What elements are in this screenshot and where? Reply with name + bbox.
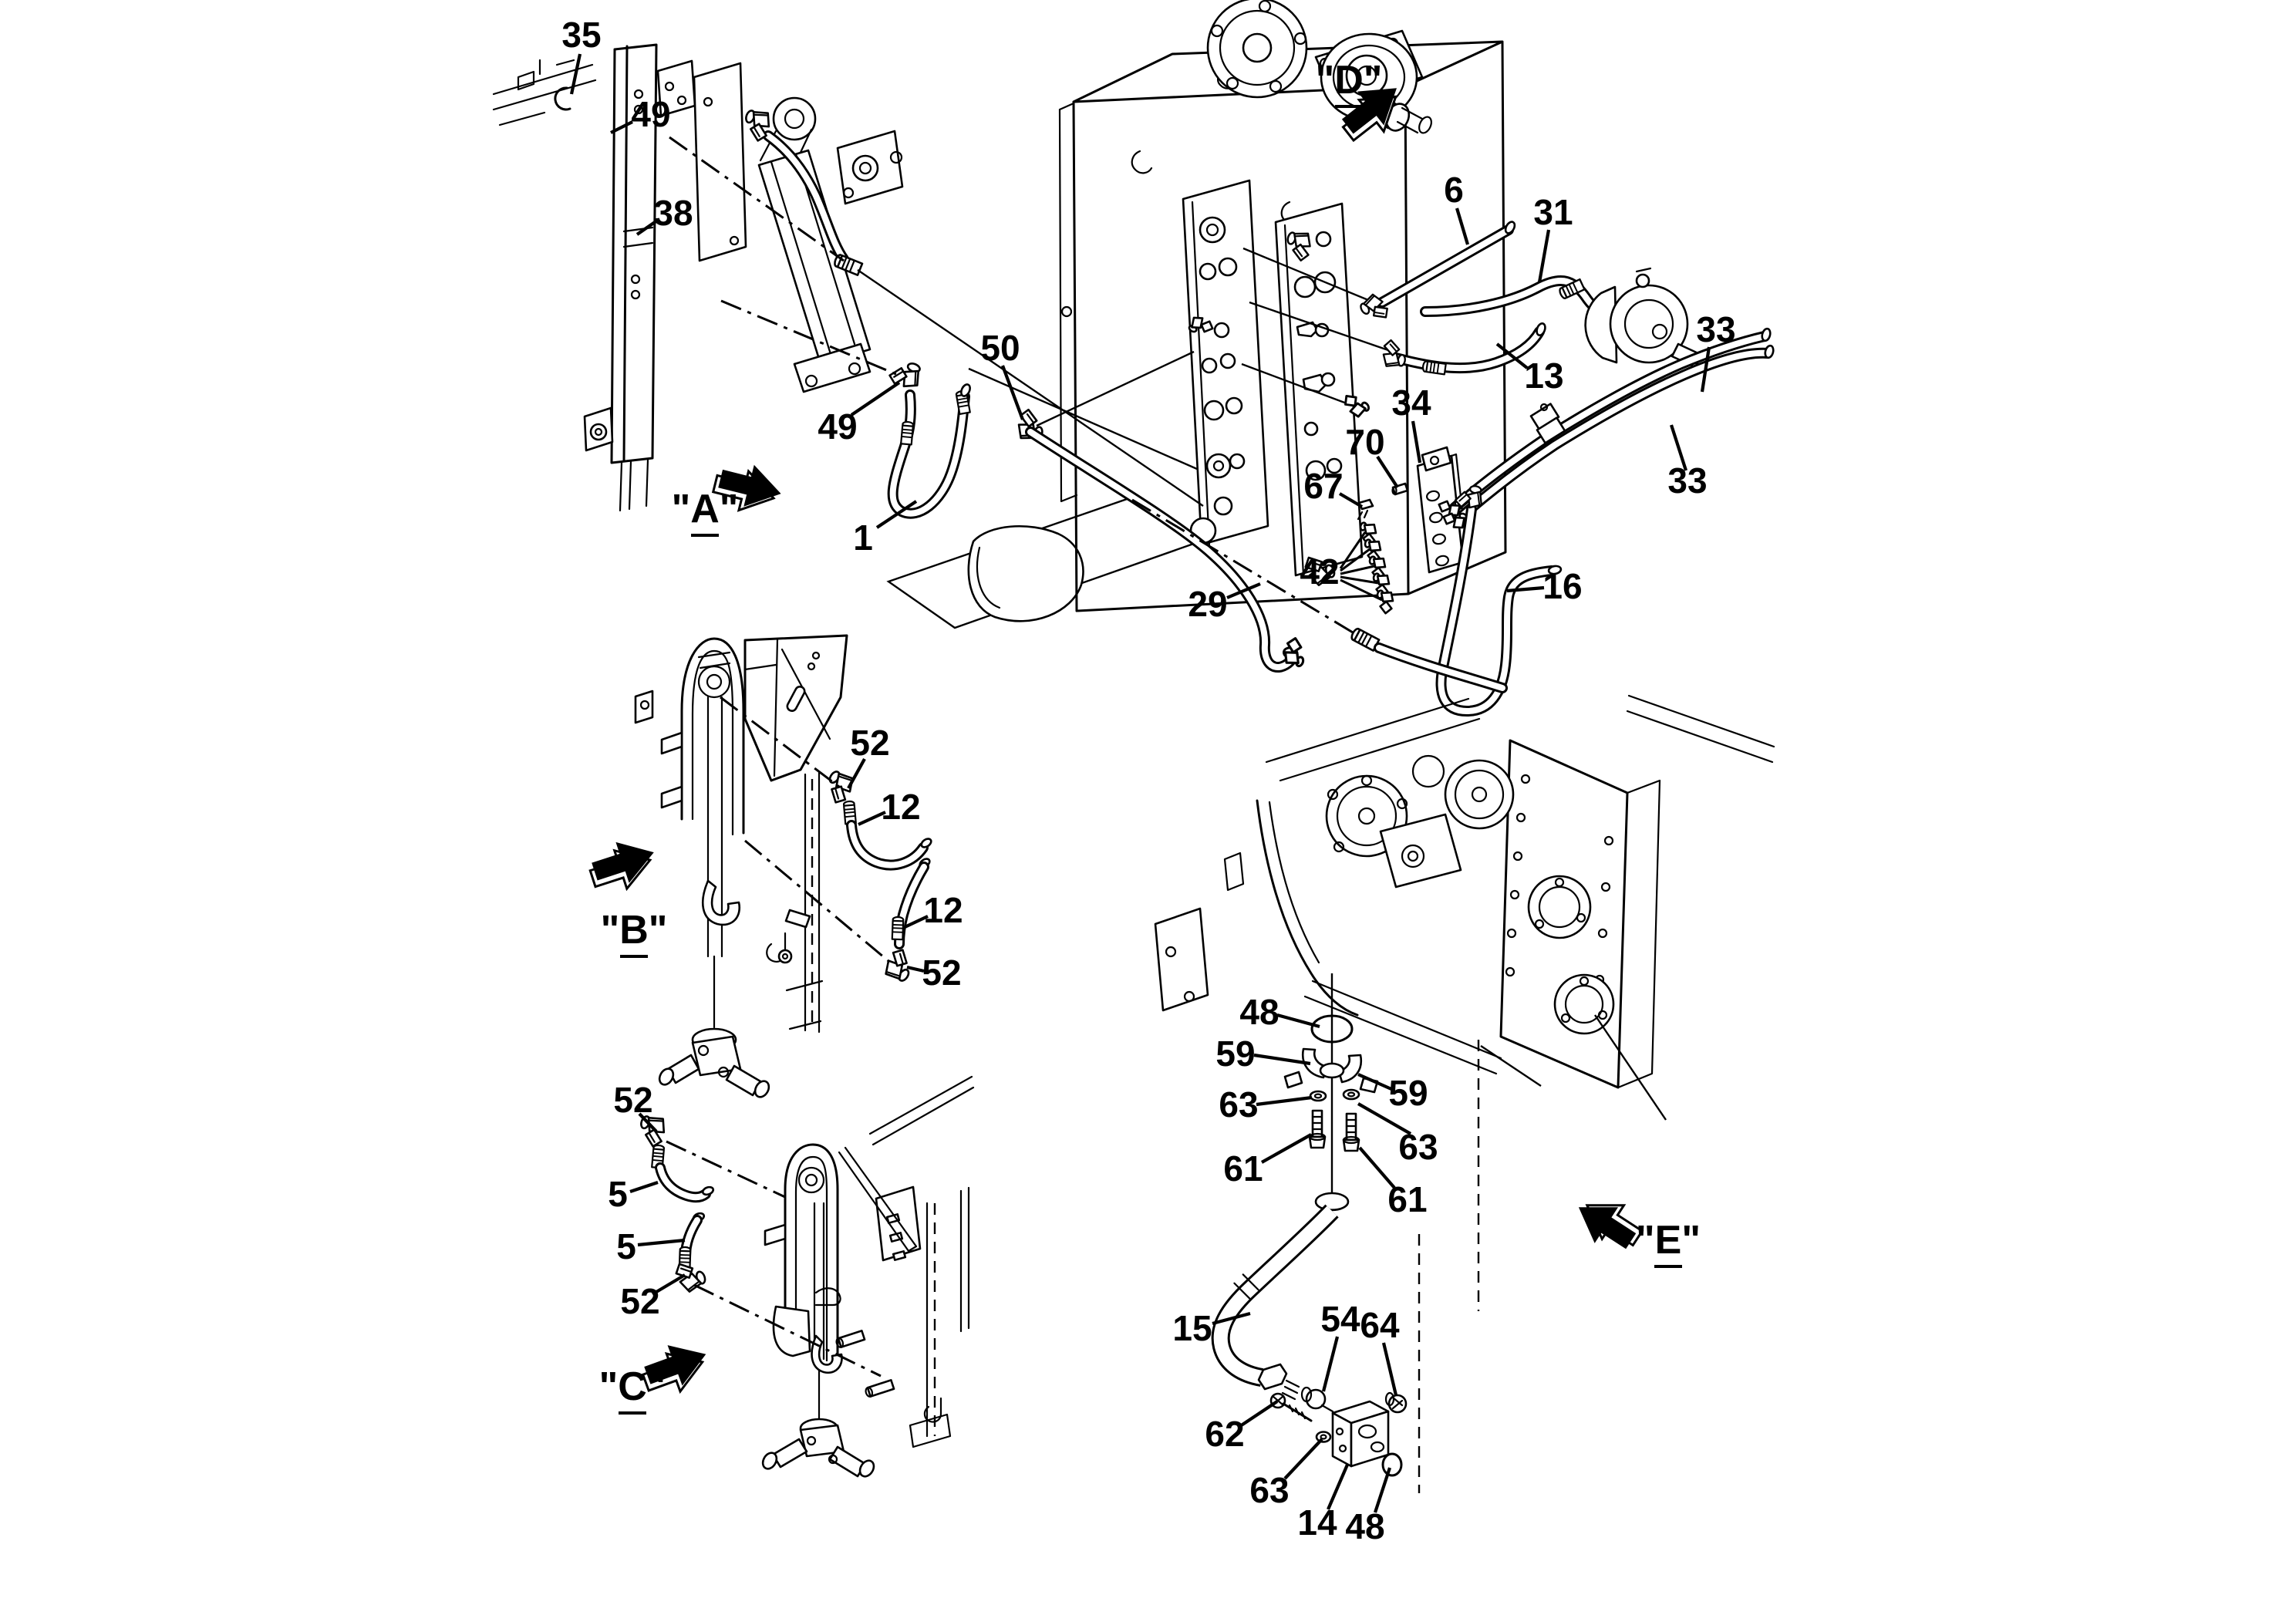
- callout-52-a: 52: [850, 723, 890, 763]
- callout-31: 31: [1533, 192, 1573, 232]
- callout-67: 67: [1303, 466, 1344, 506]
- washer-63b: [1344, 1090, 1359, 1099]
- callout-13: 13: [1524, 356, 1564, 396]
- leader-line-54: [1323, 1337, 1337, 1391]
- leader-line-52-a: [848, 759, 865, 788]
- callout-5-b: 5: [616, 1226, 636, 1266]
- callout-34: 34: [1391, 383, 1431, 423]
- bolt-61b: [1344, 1114, 1359, 1151]
- leader-line-61-a: [1262, 1135, 1311, 1162]
- callout-14: 14: [1297, 1502, 1337, 1543]
- callout-64: 64: [1360, 1305, 1400, 1345]
- callout-38: 38: [653, 193, 693, 233]
- callout-33-b: 33: [1667, 460, 1708, 501]
- view-label-A: "A": [671, 487, 739, 531]
- callout-63-b: 63: [1398, 1127, 1438, 1167]
- leader-line-50: [1003, 366, 1023, 420]
- callout-35: 35: [561, 15, 602, 55]
- leader-line-48-a: [1277, 1015, 1320, 1027]
- callout-6: 6: [1444, 170, 1464, 210]
- leader-line-63-c: [1285, 1439, 1322, 1479]
- view-label-D: "D": [1315, 58, 1383, 103]
- callout-29: 29: [1188, 584, 1228, 624]
- leader-line-49-b: [851, 383, 899, 415]
- callout-70: 70: [1345, 422, 1385, 462]
- view-arrow-B: [585, 834, 660, 898]
- callout-52-d: 52: [620, 1281, 660, 1321]
- view-b-drawing: [636, 636, 932, 1100]
- view-c-drawing: [635, 1077, 973, 1479]
- callout-54: 54: [1320, 1299, 1360, 1339]
- washer-63a: [1310, 1091, 1326, 1101]
- clip-35: [555, 88, 570, 110]
- callout-12-a: 12: [881, 787, 921, 827]
- callout-48-b: 48: [1345, 1506, 1385, 1546]
- leader-line-5-a: [630, 1182, 658, 1192]
- callout-5-a: 5: [608, 1174, 628, 1214]
- elbow-fitting-52b: [881, 946, 919, 985]
- callout-62: 62: [1205, 1414, 1245, 1454]
- callout-15: 15: [1172, 1308, 1212, 1348]
- callout-1: 1: [853, 518, 873, 558]
- leader-line-64: [1384, 1343, 1396, 1395]
- bolt-61a: [1310, 1111, 1325, 1148]
- callout-59-b: 59: [1388, 1073, 1428, 1113]
- o-ring-48b: [1383, 1454, 1401, 1475]
- callout-52-c: 52: [613, 1080, 653, 1120]
- callout-61-a: 61: [1223, 1148, 1263, 1189]
- view-label-B: "B": [600, 908, 668, 953]
- callout-61-b: 61: [1387, 1179, 1428, 1219]
- leader-line-31: [1539, 230, 1549, 282]
- callout-49-a: 49: [631, 94, 671, 134]
- callout-63-c: 63: [1249, 1470, 1290, 1510]
- leader-line-5-b: [638, 1240, 685, 1245]
- callout-16: 16: [1542, 566, 1583, 606]
- callout-49-b: 49: [818, 406, 858, 447]
- callout-48-a: 48: [1239, 992, 1279, 1032]
- callout-33-a: 33: [1696, 309, 1736, 349]
- callout-42: 42: [1300, 551, 1340, 592]
- leader-line-62: [1240, 1401, 1277, 1426]
- leader-line-34: [1413, 421, 1420, 463]
- callout-50: 50: [980, 328, 1020, 368]
- callout-52-b: 52: [922, 953, 962, 993]
- backing-plate: [694, 63, 746, 261]
- view-a-drawing: [494, 45, 1200, 628]
- callout-59-a: 59: [1215, 1034, 1256, 1074]
- view-label-E: "E": [1636, 1218, 1701, 1263]
- callout-63-a: 63: [1219, 1084, 1259, 1125]
- view-label-C: "C": [598, 1364, 666, 1409]
- callout-12-b: 12: [923, 890, 963, 930]
- leader-line-63-a: [1256, 1098, 1312, 1104]
- leader-line-6: [1457, 208, 1468, 244]
